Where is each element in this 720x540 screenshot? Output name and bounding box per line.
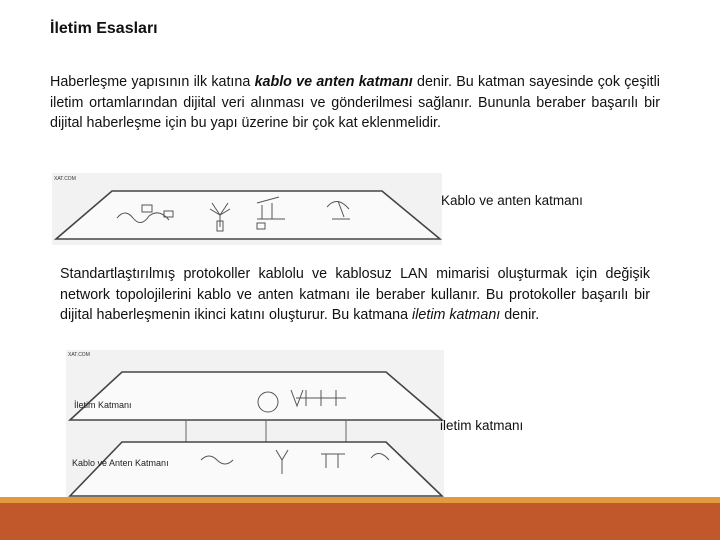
figure2-watermark: XAT.COM [68, 352, 90, 358]
intro-text-start: Haberleşme yapısının ilk katına [50, 74, 255, 90]
figure1-caption: Kablo ve anten katmanı [441, 193, 583, 208]
intro-paragraph [50, 72, 660, 134]
cable-antenna-layer-diagram [52, 173, 442, 245]
upper-layer-label: İletim Katmanı [74, 400, 132, 410]
slide-title: İletim Esasları [50, 20, 158, 37]
intro-emphasis: kablo ve anten katmanı [254, 74, 413, 90]
lower-layer-label: Kablo ve Anten Katmanı [72, 458, 169, 468]
transport-layer-figure [66, 350, 444, 498]
transport-text-end: denir. [500, 307, 540, 323]
cable-antenna-layer-figure [52, 173, 442, 245]
transport-text-start: Standartlaştırılmış protokoller kablolu ve kablosuz LAN mimarisi oluşturmak için değişik network topolojilerini kablo ve anten katmanı ile beraber kullanır. Bu protokoller başarılı bir dijital haberleşmenin ikinci katını oluşturur. Bu katmana [60, 266, 650, 323]
transport-layer-diagram [66, 350, 444, 498]
upper-layer-plane [70, 372, 442, 420]
figure2-caption: iletim katmanı [440, 418, 524, 433]
footer-bar [0, 503, 720, 540]
intro-text-end: denir. Bu katman sayesinde çok çeşitli iletim ortamlarından dijital veri alınması ve gönderilmesi sağlanır. Bununla beraber başarılı bir dijital haberleşme için bu yapı üzerine bir çok kat eklenmelidir. [50, 74, 660, 131]
figure1-watermark: XAT.COM [54, 176, 76, 182]
layer-plane [56, 191, 440, 239]
lower-layer-plane [70, 442, 442, 496]
transport-paragraph [60, 264, 650, 326]
transport-emphasis: iletim katmanı [412, 307, 501, 323]
